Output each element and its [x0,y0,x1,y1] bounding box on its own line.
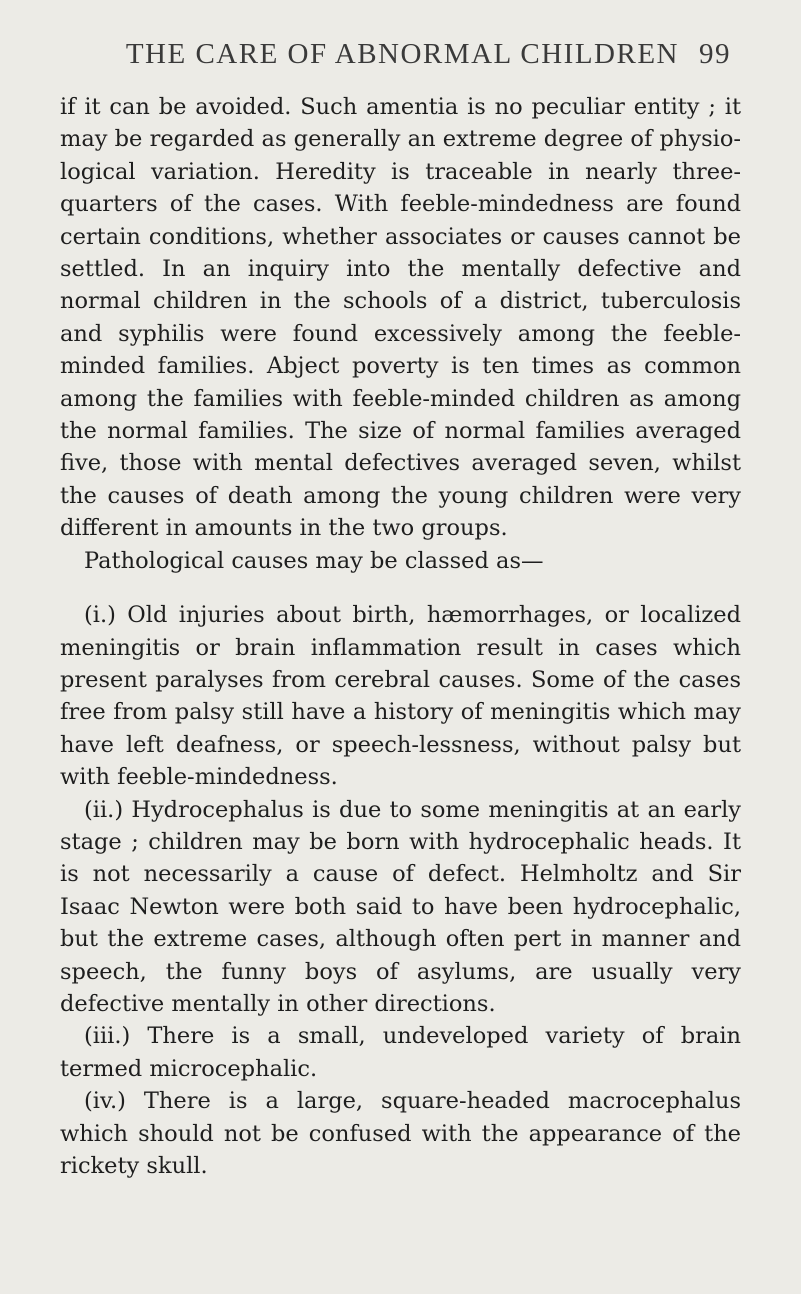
section-spacer [60,577,741,599]
intro-paragraph: Pathological causes may be classed as— [84,547,544,574]
running-head [60,38,741,71]
continuation-paragraph: if it can be avoided. Such amentia is no peculiar entity ; it may be regarded as generally an extreme degree of physio-logical variation. Heredity is traceable in nearly three-quarters of the cases. With feeble-mindedness are found certain conditions, whether associates or causes cannot be settled. In an inquiry into the mentally defective and normal children in the schools of a district, tuberculosis and syphilis were found excessively among the feeble-minded families. Abject poverty is ten times as common among the families with feeble-minded children as among the normal families. The size of normal families averaged five, those with mental defectives averaged seven, whilst the causes of death among the young children were very different in amounts in the two groups. [60,94,741,542]
running-head-title: THE CARE OF ABNORMAL CHILDREN [125,38,679,70]
page-number: 99 [699,38,731,70]
list-item-i: (i.) Old injuries about birth, hæmorrhages, or localized meningitis or brain inflammation result in cases which present paralyses from cerebral causes. Some of the cases free from palsy still have a history of meningitis which may have left deafness, or speech-lessness, without palsy but with feeble-mindedness. [60,602,741,791]
list-item-iii: (iii.) There is a small, undeveloped variety of brain termed microcephalic. [60,1023,741,1082]
list-item-ii: (ii.) Hydrocephalus is due to some meningitis at an early stage ; children may be born with hydrocephalic heads. It is not necessarily a cause of defect. Helmholtz and Sir Isaac Newton were both said to have been hydrocephalic, but the extreme cases, although often pert in manner and speech, the funny boys of asylums, are usually very defective mentally in other directions. [60,796,741,1017]
list-item-iv: (iv.) There is a large, square-headed macrocephalus which should not be confused with the appearance of the rickety skull. [60,1088,741,1179]
